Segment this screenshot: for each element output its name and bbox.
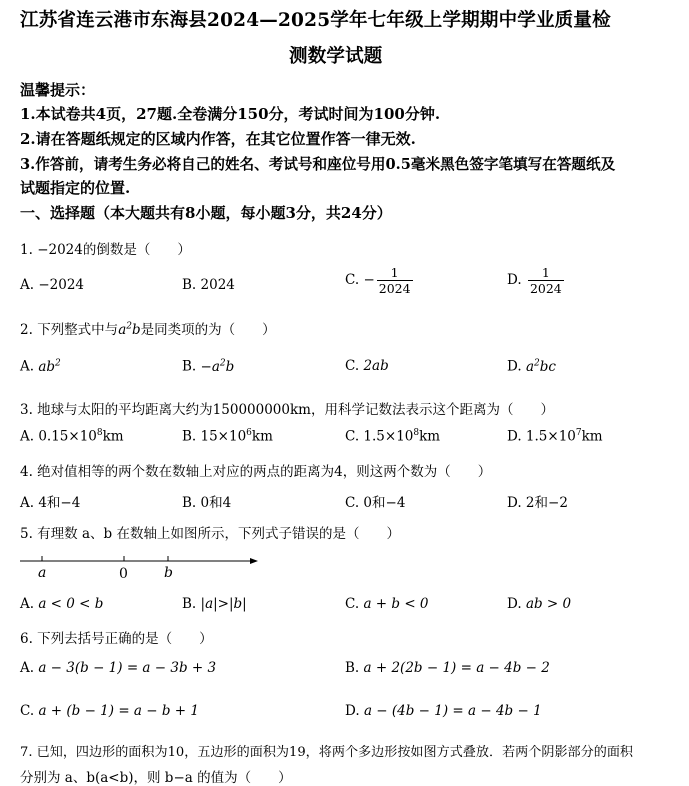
q6-option-c[interactable] — [20, 703, 199, 719]
question-7-line2: 分别为 a、b(a<b)，则 b−a 的值为（ ） — [20, 770, 292, 786]
option-label: A. 0.15×10 — [20, 428, 97, 445]
question-5: 5. 有理数 a、b 在数轴上如图所示，下列式子错误的是（ ） — [20, 526, 400, 542]
question-7: 7. 已知，四边形的面积为10，五边形的面积为19，将两个多边形按如图方式叠放．若两个阴影部分的面积 — [20, 745, 634, 760]
option-label: C. 1.5×10 — [345, 428, 414, 445]
option-value: a − (4b − 1) = a − 4b − 1 — [363, 703, 542, 719]
option-label: D. 1.5×10 — [507, 428, 576, 445]
option-value: a + 2(2b − 1) = a − 4b − 2 — [363, 660, 550, 676]
notice-line3a: 3.作答前，请考生务必将自己的姓名、考试号和座位号用0.5毫米黑色签字笔填写在答题纸及 — [20, 156, 616, 173]
q1-expr: −2024 — [37, 242, 83, 258]
option-label: C. — [20, 703, 35, 719]
q2-option-b[interactable] — [182, 358, 234, 375]
q2-option-a[interactable] — [20, 358, 61, 375]
option-value: $ab^2$ — [38, 358, 61, 375]
unit: km — [102, 428, 124, 445]
q5-option-b[interactable] — [182, 596, 247, 612]
option-label: A. — [20, 596, 35, 612]
option-value: $a^2bc$ — [525, 358, 556, 375]
option-label: C. — [345, 272, 360, 288]
exponent: 6 — [246, 428, 252, 438]
option-label: C. — [345, 596, 360, 612]
option-value: −2024 — [38, 277, 85, 293]
exponent: 8 — [413, 428, 420, 438]
option-label: D. — [507, 596, 522, 612]
fraction — [528, 265, 564, 296]
q6-option-b[interactable] — [345, 660, 550, 676]
page-title-line2: 测数学试题 — [289, 46, 383, 67]
fraction-denominator: 2024 — [378, 281, 411, 296]
q2-expr: $a^2b$ — [118, 321, 141, 338]
fraction-numerator: 1 — [390, 265, 399, 280]
question-3: 3. 地球与太阳的平均距离大约为150000000km，用科学记数法表示这个距离为（ ） — [20, 402, 554, 418]
q2-number: 2. — [20, 322, 33, 338]
option-sign: − — [363, 272, 375, 288]
q1-text: 的倒数是（ ） — [82, 242, 191, 258]
q6-option-a[interactable] — [20, 660, 216, 676]
option-label: A. — [20, 660, 35, 676]
option-label: B. — [182, 596, 197, 612]
q1-option-b[interactable] — [182, 277, 235, 293]
notice-heading: 温馨提示： — [20, 81, 96, 99]
q1-number: 1. — [20, 242, 33, 258]
label-b: b — [164, 565, 173, 581]
option-value: 2ab — [363, 358, 389, 374]
option-label: D. — [507, 272, 522, 288]
option-value: a − 3(b − 1) = a − 3b + 3 — [38, 660, 217, 676]
number-line-figure — [20, 553, 260, 583]
q4-option-b[interactable]: B. 0和4 — [182, 495, 232, 511]
exponent: 7 — [575, 428, 582, 438]
fraction-numerator: 1 — [541, 265, 550, 280]
option-value: a + b < 0 — [363, 596, 429, 612]
label-a: a — [38, 565, 47, 581]
option-label: B. — [182, 277, 197, 293]
page-title-line1: 江苏省连云港市东海县2024—2025学年七年级上学期期中学业质量检 — [20, 10, 611, 31]
q4-option-d[interactable]: D. 2和−2 — [507, 495, 568, 511]
q5-option-a[interactable] — [20, 596, 103, 612]
q5-option-c[interactable] — [345, 596, 429, 612]
q3-option-a[interactable] — [20, 428, 124, 445]
fraction — [377, 265, 413, 296]
label-zero: 0 — [119, 566, 128, 582]
option-label: B. — [345, 660, 360, 676]
q5-option-d[interactable] — [507, 596, 571, 612]
exponent: 8 — [96, 428, 103, 438]
unit: km — [251, 428, 273, 445]
fraction-denominator: 2024 — [529, 281, 562, 296]
question-6: 6. 下列去括号正确的是（ ） — [20, 631, 213, 647]
question-2 — [20, 318, 276, 338]
q3-option-d[interactable] — [507, 428, 603, 445]
notice-line2: 2.请在答题纸规定的区域内作答，在其它位置作答一律无效. — [20, 130, 416, 148]
q1-option-d[interactable] — [507, 265, 566, 296]
option-label: D. — [507, 358, 522, 375]
option-value: a + (b − 1) = a − b + 1 — [38, 703, 200, 719]
option-value: |a|>|b| — [200, 596, 247, 612]
q4-option-a[interactable]: A. 4和−4 — [20, 495, 81, 511]
q6-option-d[interactable] — [345, 703, 542, 719]
q2-text-post: 是同类项的为（ ） — [140, 322, 276, 338]
q4-option-c[interactable]: C. 0和−4 — [345, 495, 406, 511]
q3-option-c[interactable] — [345, 428, 440, 445]
q1-option-a[interactable] — [20, 277, 84, 293]
notice-line1: 1.本试卷共4页，27题.全卷满分150分，考试时间为100分钟. — [20, 105, 441, 123]
section-heading: 一、选择题（本大题共有8小题，每小题3分，共24分） — [20, 204, 392, 222]
arrow-icon — [250, 558, 258, 564]
q2-text-pre: 下列整式中与 — [37, 322, 119, 338]
option-value: a < 0 < b — [38, 596, 104, 612]
option-value: $-a^2b$ — [200, 358, 235, 375]
unit: km — [419, 428, 441, 445]
option-label: D. — [345, 703, 360, 719]
option-label: A. — [20, 358, 35, 375]
q3-option-b[interactable] — [182, 428, 273, 445]
q1-option-c[interactable] — [345, 265, 415, 296]
q2-option-d[interactable] — [507, 358, 556, 375]
question-1 — [20, 238, 191, 258]
option-value: ab > 0 — [525, 596, 572, 612]
option-label: A. — [20, 277, 35, 293]
question-4: 4. 绝对值相等的两个数在数轴上对应的两点的距离为4，则这两个数为（ ） — [20, 464, 492, 480]
option-value: 2024 — [200, 277, 235, 293]
option-label: B. 15×10 — [182, 428, 247, 445]
q2-option-c[interactable] — [345, 358, 389, 374]
option-label: C. — [345, 358, 360, 374]
notice-line3b: 试题指定的位置. — [20, 179, 131, 197]
unit: km — [581, 428, 603, 445]
option-label: B. — [182, 358, 197, 375]
